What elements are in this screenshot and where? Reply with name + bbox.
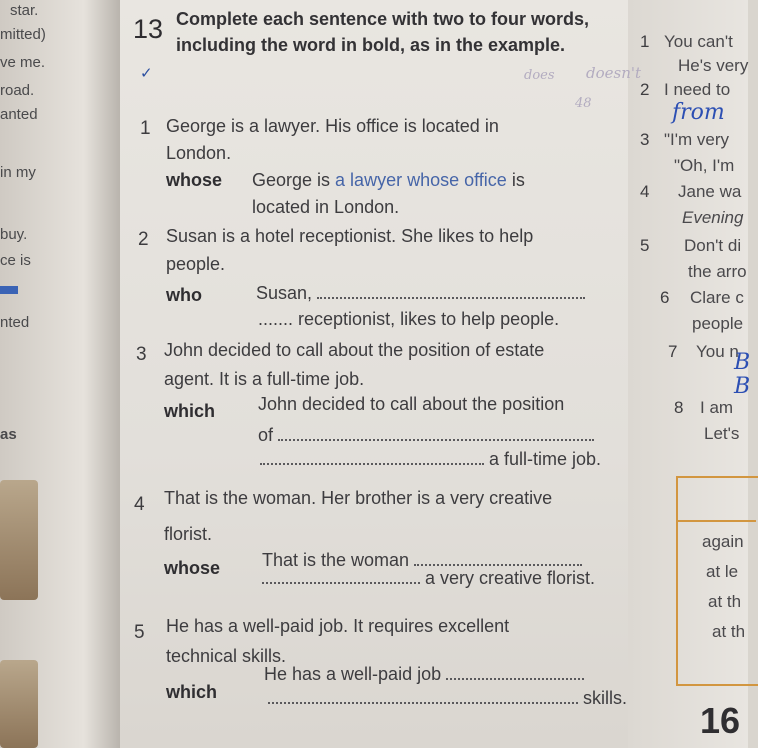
right-item-number: 8 [674,398,684,417]
right-item-number: 7 [668,342,678,361]
right-item-text: You can't [664,32,733,51]
item-number: 2 [138,229,149,250]
answer-line: He has a well-paid job [264,664,584,685]
left-page-fragment: road. [0,82,35,99]
answer-line: George is a lawyer whose office is [252,170,525,190]
item-keyword: whose [164,558,221,578]
phrase-box-item: again [702,532,744,551]
item-sentence: agent. It is a full-time job. [164,369,365,389]
item-sentence: technical skills. [166,646,287,666]
exercise-instruction: Complete each sentence with two to four words, including the word in bold, as in the example. [176,9,590,55]
left-page-fragment: star. [10,2,39,19]
answer-line: John decided to call about the position [258,394,565,414]
handwritten-note: does [524,68,555,83]
item-sentence: John decided to call about the position of estate [164,340,545,360]
right-item-text: Clare c [690,288,744,307]
answer-line: of [258,425,594,446]
right-item-text: You n [696,342,739,361]
right-item-number: 3 [640,130,650,149]
right-item-text: Let's [704,424,740,443]
right-item-text: I need to [664,80,731,99]
right-item-text: the arro [688,262,747,281]
item-keyword: whose [166,170,223,190]
left-page-blue-mark [0,286,18,294]
left-page-fragment: as [0,426,17,443]
left-page-photo [0,480,38,600]
answer-blank[interactable] [278,429,594,441]
phrase-box-item: at le [706,562,739,581]
left-page [0,0,120,748]
item-sentence: florist. [164,524,213,544]
item-keyword: who [166,285,202,305]
right-item-text: Jane wa [678,182,742,201]
answer-blank[interactable] [414,554,582,566]
right-item-text: Don't di [684,236,742,255]
item-keyword: which [164,401,216,421]
item-number: 4 [134,494,145,515]
answer-line: That is the woman [262,550,582,571]
item-keyword: which [166,682,218,702]
answer-blank[interactable] [446,668,584,680]
exercise-number: 13 [133,14,164,44]
item-sentence: London. [166,143,232,163]
page-number: 16 [700,700,741,741]
answer-line: Susan, [256,283,585,304]
left-page-fragment: nted [0,314,30,331]
answer-blank[interactable] [268,692,578,704]
item-number: 3 [136,344,147,365]
handwritten-note: 48 [575,96,592,111]
right-item-number: 4 [640,182,650,201]
answer-blank[interactable] [262,572,420,584]
item-number: 5 [134,622,145,643]
phrase-box-item: at th [712,622,746,641]
right-item-text: I am [700,398,734,417]
handwritten-answer: B [734,374,751,399]
item-sentence: George is a lawyer. His office is located in [166,116,499,136]
answer-line: ....... receptionist, likes to help people. [258,309,560,329]
answer-blank[interactable] [317,287,585,299]
answer-line: skills. [268,688,627,709]
left-page-fragment: buy. [0,226,28,243]
right-item-number: 1 [640,32,650,51]
filled-answer: a lawyer whose office [335,170,507,190]
left-page-photo [0,660,38,748]
answer-line: a full-time job. [260,449,601,470]
item-sentence: people. [166,254,226,274]
right-item-number: 5 [640,236,650,255]
left-page-fragment: ve me. [0,54,46,71]
item-sentence: He has a well-paid job. It requires excellent [166,616,510,636]
item-sentence: Susan is a hotel receptionist. She likes to help [166,226,534,246]
handwritten-answer: from [672,100,725,125]
right-item-text: Evening [682,208,744,227]
item-number: 1 [140,118,151,139]
answer-blank[interactable] [260,453,484,465]
handwritten-answer: B [734,350,751,375]
right-item-text: "I'm very [664,130,730,149]
right-item-number: 2 [640,80,650,99]
answer-line: a very creative florist. [262,568,595,589]
right-item-text: people [692,314,744,333]
left-page-fragment: in my [0,164,36,181]
right-item-text: He's very [678,56,749,75]
item-sentence: That is the woman. Her brother is a very creative [164,488,553,508]
right-item-number: 6 [660,288,670,307]
left-page-fragment: ce is [0,252,31,269]
phrase-box-item: at th [708,592,742,611]
answer-line: located in London. [252,197,400,217]
phrase-box-divider [676,520,756,522]
handwritten-note: doesn't [586,64,642,82]
left-page-fragment: mitted) [0,26,46,43]
right-item-text: "Oh, I'm [674,156,735,175]
left-page-fragment: anted [0,106,38,123]
check-mark: ✓ [140,64,153,82]
